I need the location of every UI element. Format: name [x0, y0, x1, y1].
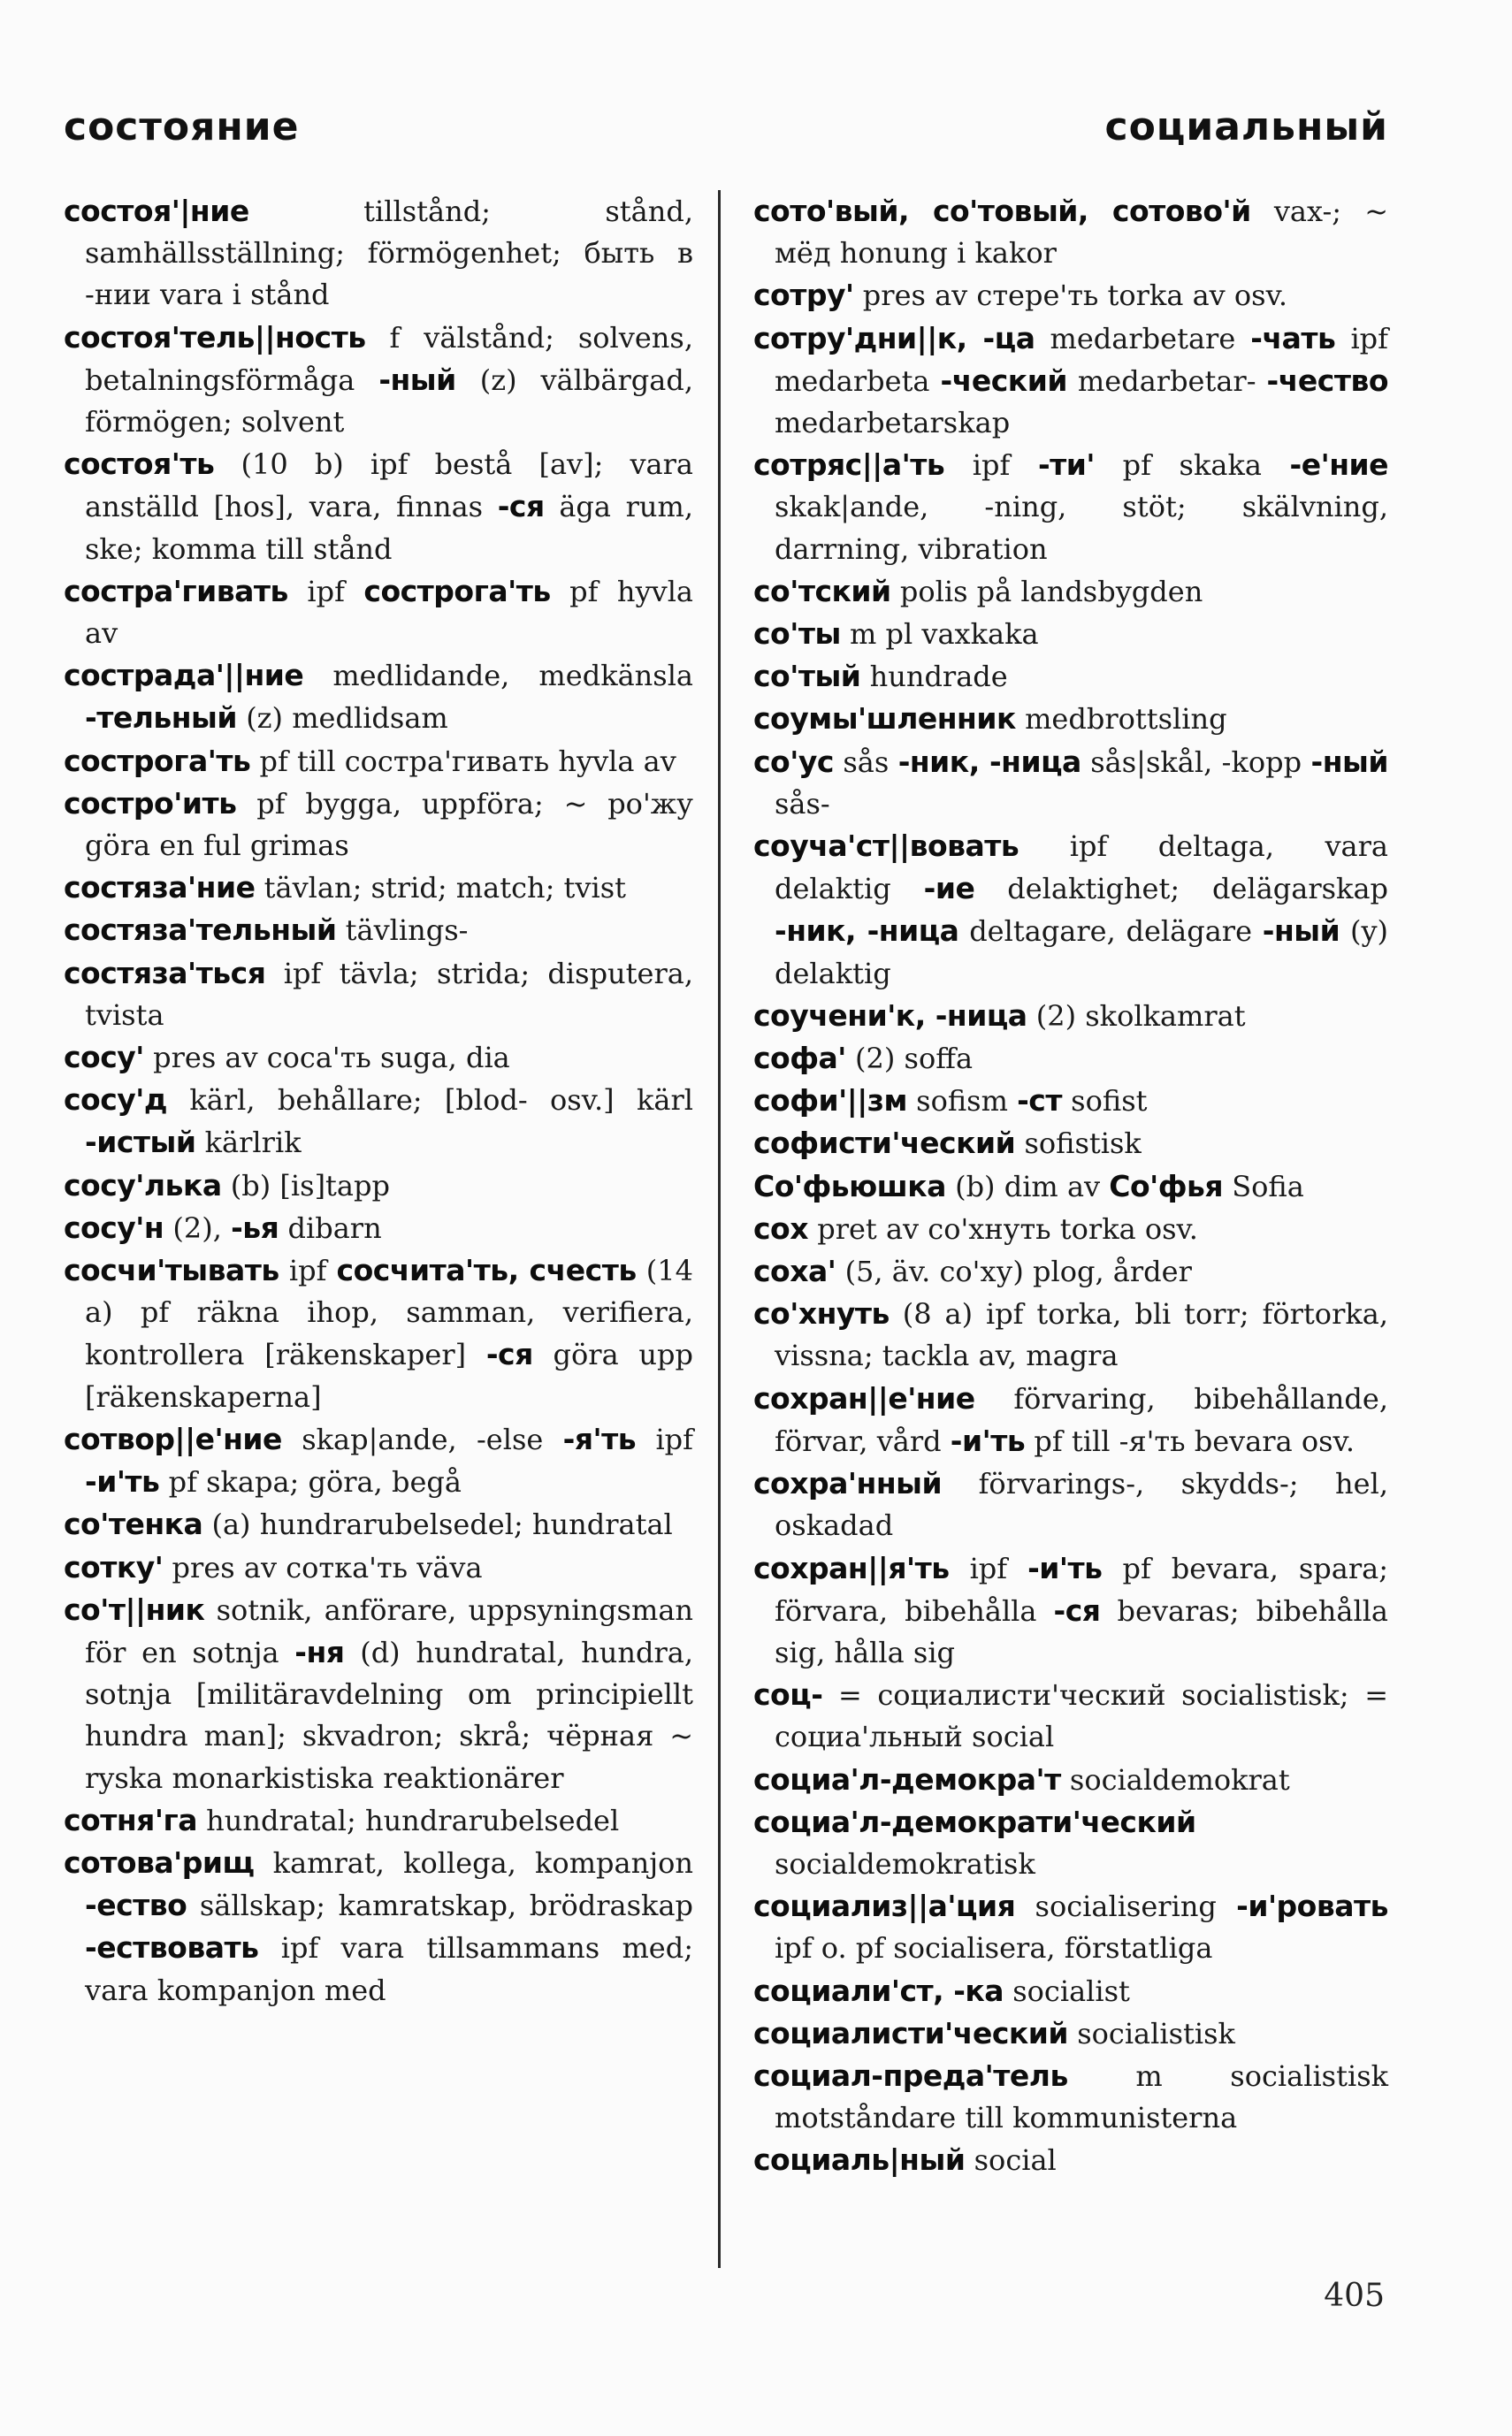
- headword: сосу'н: [64, 1210, 164, 1245]
- headword: -е'ние: [1289, 447, 1389, 483]
- definition-text: socialdemokrat: [1060, 1762, 1290, 1797]
- headword: со'хнуть: [753, 1296, 890, 1332]
- headword: со'ус: [753, 744, 834, 779]
- headword: состоя'|ние: [64, 194, 249, 228]
- headword: -ст: [1017, 1083, 1062, 1119]
- dictionary-entry: [64, 317, 693, 444]
- headword: сосчита'ть, счесть: [336, 1253, 637, 1288]
- headword: -чать: [1250, 320, 1336, 355]
- headword: -и'ровать: [1236, 1889, 1388, 1924]
- dictionary-entry: [64, 783, 693, 867]
- definition-text: (b) [is]tapp: [221, 1168, 390, 1203]
- dictionary-entry: [753, 1165, 1388, 1208]
- definition-text: pres av coca'ть suga, dia: [143, 1041, 510, 1075]
- headword: состоя'тель||ность: [64, 319, 366, 355]
- headword: -чество: [1266, 363, 1389, 398]
- dictionary-entry: [753, 1080, 1388, 1122]
- definition-text: skak|ande, -ning, stöt; skälvning, darrning, vibration: [775, 490, 1388, 566]
- definition-text: (2) skolkamrat: [1027, 998, 1246, 1033]
- headword: соц-: [753, 1677, 823, 1713]
- headword: -ествовать: [85, 1930, 259, 1966]
- dictionary-entry: [64, 1036, 693, 1079]
- definition-text: ipf vara tillsammans med; vara kompanjon med: [85, 1931, 693, 2007]
- headword: состяза'ние: [64, 870, 256, 905]
- page-number: 405: [1324, 2278, 1385, 2314]
- definition-text: ipf: [636, 1422, 694, 1456]
- definition-text: pf till состра'гивать hyvla av: [250, 744, 676, 778]
- dictionary-entry: [64, 190, 693, 317]
- headword: соучени'к, -ница: [753, 997, 1027, 1033]
- definition-text: sås: [833, 745, 898, 779]
- headword: -ник, -ница: [897, 744, 1081, 779]
- definition-text: ipf: [287, 574, 364, 608]
- dictionary-entry: [753, 2139, 1388, 2181]
- dictionary-entry: [753, 190, 1388, 274]
- headword: со'тенка: [64, 1507, 203, 1542]
- headword: -ческий: [940, 363, 1067, 398]
- definition-text: ipf tävla; strida; disputera, tvista: [85, 956, 693, 1032]
- definition-text: tillstånd; stånd, samhällsställning; förmögenhet; быть в -нии vara i stånd: [85, 195, 693, 312]
- dictionary-entry: [64, 952, 693, 1036]
- definition-text: pf bygga, uppföra; ~ ро'жу göra en ful grimas: [85, 786, 693, 863]
- definition-text: sås-: [775, 786, 830, 821]
- definition-text: socialdemokratisk: [775, 1846, 1035, 1881]
- dictionary-entry: [64, 909, 693, 951]
- headword: софа': [753, 1041, 846, 1076]
- definition-text: ipf o. pf socialisera, förstatliga: [775, 1931, 1213, 1966]
- dictionary-entry: [64, 443, 693, 570]
- dictionary-entry: [64, 1799, 693, 1842]
- dictionary-entry: [753, 1759, 1388, 1801]
- headword: состяза'ться: [64, 955, 266, 990]
- headword: социалисти'ческий: [753, 2015, 1069, 2050]
- definition-text: ipf: [279, 1254, 337, 1288]
- definition-text: socialisering: [1015, 1890, 1237, 1924]
- headword: состро'ить: [64, 785, 237, 821]
- dictionary-entry: [64, 654, 693, 739]
- headword: со'тый: [753, 659, 861, 694]
- definition-text: hundratal; hundrarubelsedel: [196, 1803, 620, 1837]
- definition-text: ipf: [944, 448, 1038, 483]
- headword: -ный: [378, 362, 456, 397]
- headword: сотру'дни||к, -ца: [753, 320, 1035, 355]
- definition-text: (5, äv. со'ху) plog, årder: [836, 1255, 1192, 1289]
- headword: софи'||зм: [753, 1083, 907, 1119]
- definition-text: skap|ande, -else: [281, 1422, 563, 1456]
- definition-text: delaktighet; delägarskap: [974, 872, 1389, 906]
- definition-text: sofism: [906, 1084, 1018, 1119]
- definition-text: göra upp [räkenskaperna]: [85, 1338, 694, 1414]
- dictionary-entry: [64, 1842, 693, 2012]
- dictionary-entry: [64, 1546, 693, 1589]
- dictionary-entry: [753, 995, 1388, 1037]
- definition-text: (8 a) ipf torka, bli torr; förtorka, vissna; tackla av, magra: [775, 1297, 1388, 1373]
- definition-text: (10 b) ipf bestå [av]; vara anställd [hos], vara, finnas: [85, 447, 693, 524]
- dictionary-entry: [64, 1165, 693, 1207]
- dictionary-entry: [753, 1801, 1388, 1885]
- definition-text: (b) dim av: [945, 1169, 1110, 1203]
- headword: -истый: [85, 1125, 196, 1160]
- dictionary-entry: [753, 1462, 1388, 1546]
- headword: со'т||ник: [64, 1592, 205, 1627]
- definition-text: pret av со'хнуть torka osv.: [808, 1211, 1198, 1246]
- dictionary-entry: [753, 741, 1388, 825]
- dictionary-entry: [753, 1208, 1388, 1250]
- headword: -ья: [231, 1210, 279, 1245]
- dictionary-entry: [64, 1079, 693, 1164]
- definition-text: sällskap; kamratskap, brödraskap: [187, 1889, 693, 1923]
- definition-text: sofistisk: [1015, 1126, 1142, 1161]
- dictionary-entry: [753, 825, 1388, 995]
- definition-text: pf till -я'ть bevara osv.: [1025, 1424, 1355, 1458]
- definition-text: kärlrik: [195, 1126, 302, 1160]
- definition-text: sofist: [1062, 1084, 1148, 1119]
- headword: сотряс||а'ть: [753, 447, 945, 483]
- definition-text: pf bevara, spara; förvara, bibehålla: [775, 1551, 1389, 1628]
- dictionary-entry: [753, 1970, 1388, 2012]
- dictionary-entry: [753, 1885, 1388, 1969]
- headword: сото'вый, со'товый, сотово'й: [753, 194, 1251, 228]
- definition-text: socialist: [1004, 1974, 1130, 2008]
- right-dictionary-column: [753, 190, 1388, 2182]
- dictionary-entry: [64, 1249, 693, 1418]
- definition-text: (d) hundratal, hundra, sotnja [militäravdelning om principiellt hundra man]; skvadron; skrå; чёрная ~ ryska monarkistiska reaktionärer: [85, 1635, 694, 1795]
- headword: сострада'||ние: [64, 658, 304, 693]
- headword: -ие: [923, 871, 975, 906]
- headword: -и'ть: [950, 1423, 1026, 1458]
- headword: соуча'ст||вовать: [753, 829, 1019, 864]
- headword: социаль|ный: [753, 2142, 966, 2178]
- definition-text: (14 a) pf räkna ihop, samman, verifiera, kontrollera [räkenskaper]: [85, 1254, 694, 1372]
- headword: -ный: [1310, 744, 1388, 779]
- definition-text: ipf: [949, 1551, 1028, 1585]
- headword: -ня: [294, 1634, 345, 1669]
- headword: социа'л-демокра'т: [753, 1761, 1061, 1797]
- definition-text: = социалисти'ческий socialistisk; = социа'льный social: [775, 1678, 1388, 1754]
- headword: состяза'тельный: [64, 913, 337, 948]
- dictionary-entry: [753, 570, 1388, 613]
- headword: -ся: [1053, 1592, 1101, 1628]
- headword: -ся: [485, 1337, 533, 1372]
- headword: софисти'ческий: [753, 1126, 1016, 1161]
- headword: Со'фья: [1109, 1168, 1224, 1203]
- headword: сотова'рищ: [64, 1844, 255, 1880]
- headword: сотру': [753, 278, 854, 313]
- dictionary-entry: [64, 570, 693, 654]
- dictionary-entry: [64, 867, 693, 909]
- definition-text: (y) delaktig: [775, 914, 1388, 990]
- definition-text: hundrade: [860, 660, 1008, 694]
- definition-text: ipf deltaga, vara delaktig: [775, 829, 1388, 906]
- headword: -ти': [1037, 447, 1096, 483]
- dictionary-entry: [64, 1589, 693, 1799]
- definition-text: förvaring, bibehållande, förvar, vård: [775, 1381, 1388, 1458]
- headword: со'тский: [753, 573, 891, 608]
- definition-text: medarbetarskap: [775, 406, 1011, 440]
- headword: -ество: [85, 1888, 187, 1923]
- dictionary-entry: [753, 1037, 1388, 1080]
- headword: сострога'ть: [64, 743, 251, 778]
- headword: сохран||я'ть: [753, 1550, 950, 1585]
- definition-text: kamrat, kollega, kompanjon: [254, 1845, 693, 1880]
- definition-text: pf skapa; göra, begå: [159, 1465, 462, 1500]
- definition-text: Sofia: [1223, 1169, 1304, 1203]
- headword: со'ты: [753, 616, 841, 652]
- dictionary-entry: [753, 444, 1388, 570]
- headword: -тельный: [85, 700, 238, 736]
- headword: сосу': [64, 1040, 144, 1075]
- definition-text: (2) soffa: [845, 1042, 974, 1076]
- headword: -ный: [1262, 913, 1340, 949]
- headword: состра'гивать: [64, 573, 288, 608]
- definition-text: förvarings-, skydds-; hel, oskadad: [775, 1467, 1388, 1543]
- definition-text: bevaras; bibehålla sig, hålla sig: [775, 1593, 1388, 1669]
- definition-text: äga rum, ske; komma till stånd: [85, 490, 694, 566]
- headword: соха': [753, 1254, 836, 1289]
- headword: сох: [753, 1210, 809, 1246]
- left-dictionary-column: [64, 190, 693, 2012]
- right-guideword: социальный: [1104, 104, 1388, 149]
- dictionary-entry: [753, 1378, 1388, 1462]
- definition-text: tävlings-: [336, 913, 469, 948]
- dictionary-entry: [753, 2055, 1388, 2139]
- headword: -и'ть: [85, 1464, 160, 1500]
- column-divider: [718, 190, 721, 2268]
- headword: сосу'д: [64, 1082, 168, 1118]
- headword: -ник, -ница: [775, 913, 959, 949]
- headword: сострога'ть: [363, 573, 551, 608]
- headword: сотвор||е'ние: [64, 1421, 282, 1456]
- headword: социа'л-демократи'ческий: [753, 1804, 1196, 1839]
- definition-text: m socialistisk motståndare till kommunisterna: [775, 2058, 1388, 2135]
- headword: состоя'ть: [64, 447, 215, 482]
- dictionary-entry: [753, 317, 1388, 445]
- headword: социализ||а'ция: [753, 1889, 1016, 1924]
- dictionary-entry: [753, 274, 1388, 317]
- definition-text: tävlan; strid; match; tvist: [255, 871, 626, 905]
- definition-text: ipf medarbeta: [775, 321, 1388, 398]
- dictionary-entry: [64, 1503, 693, 1546]
- dictionary-entry: [753, 655, 1388, 698]
- definition-text: dibarn: [279, 1210, 382, 1245]
- headword: сотку': [64, 1549, 164, 1585]
- definition-text: medarbetar-: [1066, 363, 1267, 398]
- dictionary-entry: [753, 1250, 1388, 1293]
- dictionary-entry: [64, 1207, 693, 1249]
- dictionary-entry: [753, 698, 1388, 740]
- definition-text: vax-; ~ мёд honung i kakor: [775, 195, 1388, 271]
- definition-text: m pl vaxkaka: [840, 617, 1039, 652]
- headword: социал-преда'тель: [753, 2058, 1068, 2093]
- definition-text: kärl, behållare; [blod- osv.] kärl: [167, 1083, 693, 1118]
- definition-text: medlidande, medkänsla: [303, 659, 693, 693]
- left-guideword: состояние: [64, 104, 300, 149]
- definition-text: socialistisk: [1068, 2016, 1235, 2050]
- definition-text: pf skaka: [1095, 448, 1290, 483]
- headword: социали'ст, -ка: [753, 1973, 1004, 2008]
- definition-text: sotnik, anförare, uppsyningsman för en sotnja: [85, 1592, 693, 1669]
- headword: соумы'шленник: [753, 701, 1016, 737]
- definition-text: pres av стере'ть torka av osv.: [853, 279, 1288, 313]
- definition-text: (z) välbärgad, förmögen; solvent: [85, 363, 694, 439]
- dictionary-entry: [753, 1293, 1388, 1377]
- dictionary-entry: [753, 1674, 1388, 1758]
- headword: сотня'га: [64, 1802, 197, 1837]
- definition-text: social: [965, 2143, 1057, 2178]
- definition-text: sås|skål, -kopp: [1081, 745, 1311, 779]
- definition-text: medbrottsling: [1015, 702, 1227, 737]
- headword: сохра'нный: [753, 1466, 943, 1501]
- dictionary-entry: [753, 613, 1388, 655]
- definition-text: pf hyvla av: [85, 574, 694, 651]
- definition-text: medarbetare: [1035, 321, 1251, 355]
- definition-text: pres av сотка'ть väva: [163, 1550, 483, 1585]
- dictionary-entry: [64, 740, 693, 783]
- headword: Со'фьюшка: [753, 1168, 946, 1203]
- definition-text: f välstånd; solvens, betalningsförmåga: [85, 320, 693, 397]
- headword: -я'ть: [562, 1421, 637, 1456]
- dictionary-entry: [753, 1547, 1388, 1675]
- dictionary-entry: [64, 1418, 693, 1503]
- headword: сохран||е'ние: [753, 1380, 975, 1416]
- definition-text: (2),: [164, 1210, 232, 1245]
- definition-text: (z) medlidsam: [237, 701, 448, 736]
- headword: -ся: [497, 489, 545, 524]
- definition-text: (a) hundrarubelsedel; hundratal: [202, 1508, 673, 1542]
- headword: -и'ть: [1027, 1550, 1103, 1585]
- definition-text: deltagare, delägare: [958, 914, 1263, 949]
- headword: сосу'лька: [64, 1167, 222, 1203]
- dictionary-entry: [753, 1122, 1388, 1165]
- headword: сосчи'тывать: [64, 1253, 279, 1288]
- dictionary-entry: [753, 2012, 1388, 2055]
- definition-text: polis på landsbygden: [890, 574, 1203, 608]
